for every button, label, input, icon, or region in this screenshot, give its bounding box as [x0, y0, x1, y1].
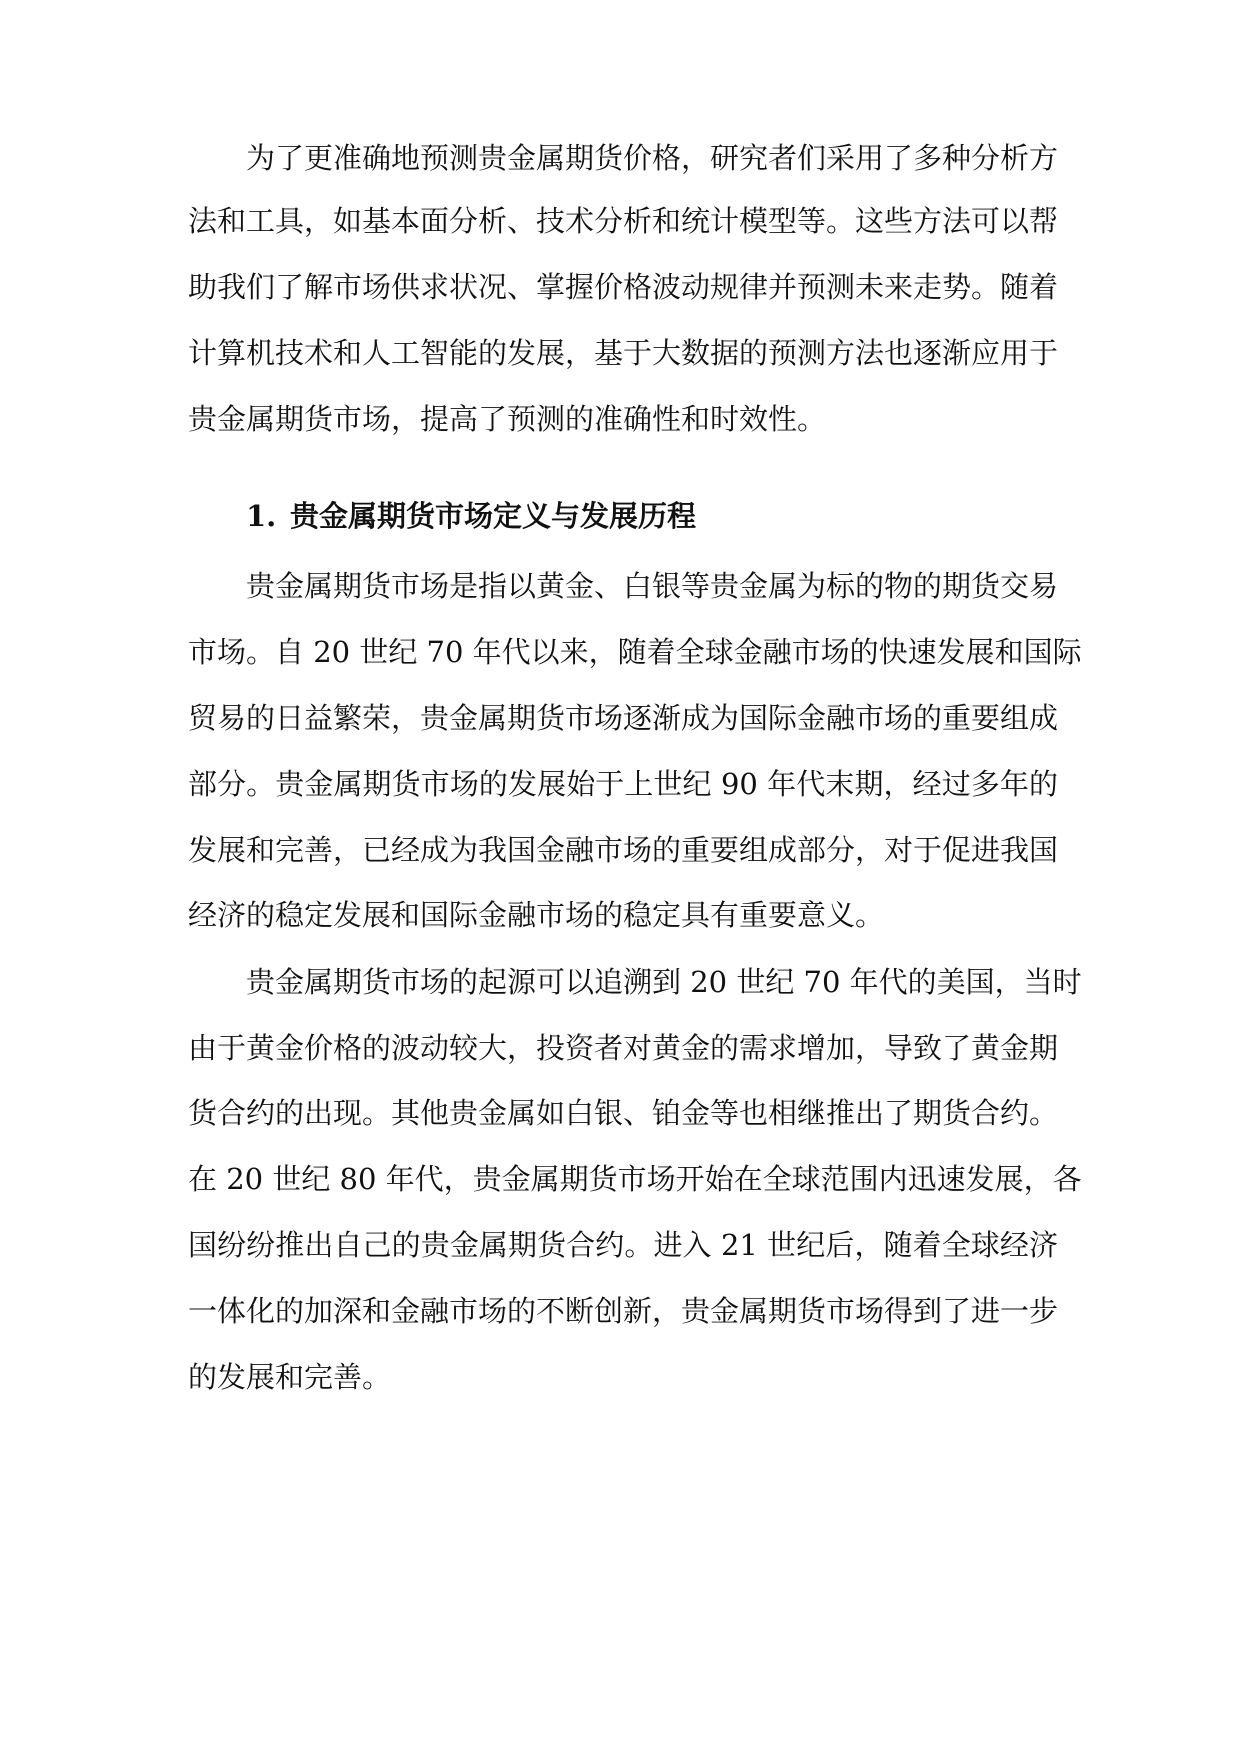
paragraph-2-line-6: 经济的稳定发展和国际金融市场的稳定具有重要意义。	[188, 898, 885, 932]
paragraph-3-line-4: 在 20 世纪 80 年代，贵金属期货市场开始在全球范围内迅速发展，各	[188, 1162, 1082, 1196]
paragraph-3-line-2: 由于黄金价格的波动较大，投资者对黄金的需求增加，导致了黄金期	[188, 1031, 1059, 1065]
paragraph-2-line-5: 发展和完善，已经成为我国金融市场的重要组成部分，对于促进我国	[188, 833, 1059, 867]
paragraph-1-line-5: 贵金属期货市场，提高了预测的准确性和时效性。	[188, 402, 827, 436]
paragraph-3-line-1: 贵金属期货市场的起源可以追溯到 20 世纪 70 年代的美国，当时	[246, 965, 1082, 999]
paragraph-2-line-2: 市场。自 20 世纪 70 年代以来，随着全球金融市场的快速发展和国际	[188, 635, 1082, 669]
paragraph-1-line-1: 为了更准确地预测贵金属期货价格，研究者们采用了多种分析方	[246, 141, 1059, 175]
paragraph-3-line-6: 一体化的加深和金融市场的不断创新，贵金属期货市场得到了进一步	[188, 1294, 1059, 1328]
paragraph-1-line-3: 助我们了解市场供求状况、掌握价格波动规律并预测未来走势。随着	[188, 270, 1059, 304]
paragraph-3-line-3: 货合约的出现。其他贵金属如白银、铂金等也相继推出了期货合约。	[188, 1096, 1059, 1130]
paragraph-3-line-5: 国纷纷推出自己的贵金属期货合约。进入 21 世纪后，随着全球经济	[188, 1228, 1058, 1262]
paragraph-1-line-2: 法和工具，如基本面分析、技术分析和统计模型等。这些方法可以帮	[188, 204, 1059, 238]
section-heading	[246, 496, 946, 536]
section-title: 贵金属期货市场定义与发展历程	[290, 499, 697, 533]
paragraph-2-line-1: 贵金属期货市场是指以黄金、白银等贵金属为标的物的期货交易	[246, 569, 1059, 603]
paragraph-1-line-4: 计算机技术和人工智能的发展，基于大数据的预测方法也逐渐应用于	[188, 336, 1059, 370]
paragraph-2-line-4: 部分。贵金属期货市场的发展始于上世纪 90 年代末期，经过多年的	[188, 767, 1058, 801]
section-number: 1.	[246, 499, 277, 533]
paragraph-2-line-3: 贸易的日益繁荣，贵金属期货市场逐渐成为国际金融市场的重要组成	[188, 701, 1059, 735]
paragraph-3-line-7: 的发展和完善。	[188, 1360, 392, 1394]
